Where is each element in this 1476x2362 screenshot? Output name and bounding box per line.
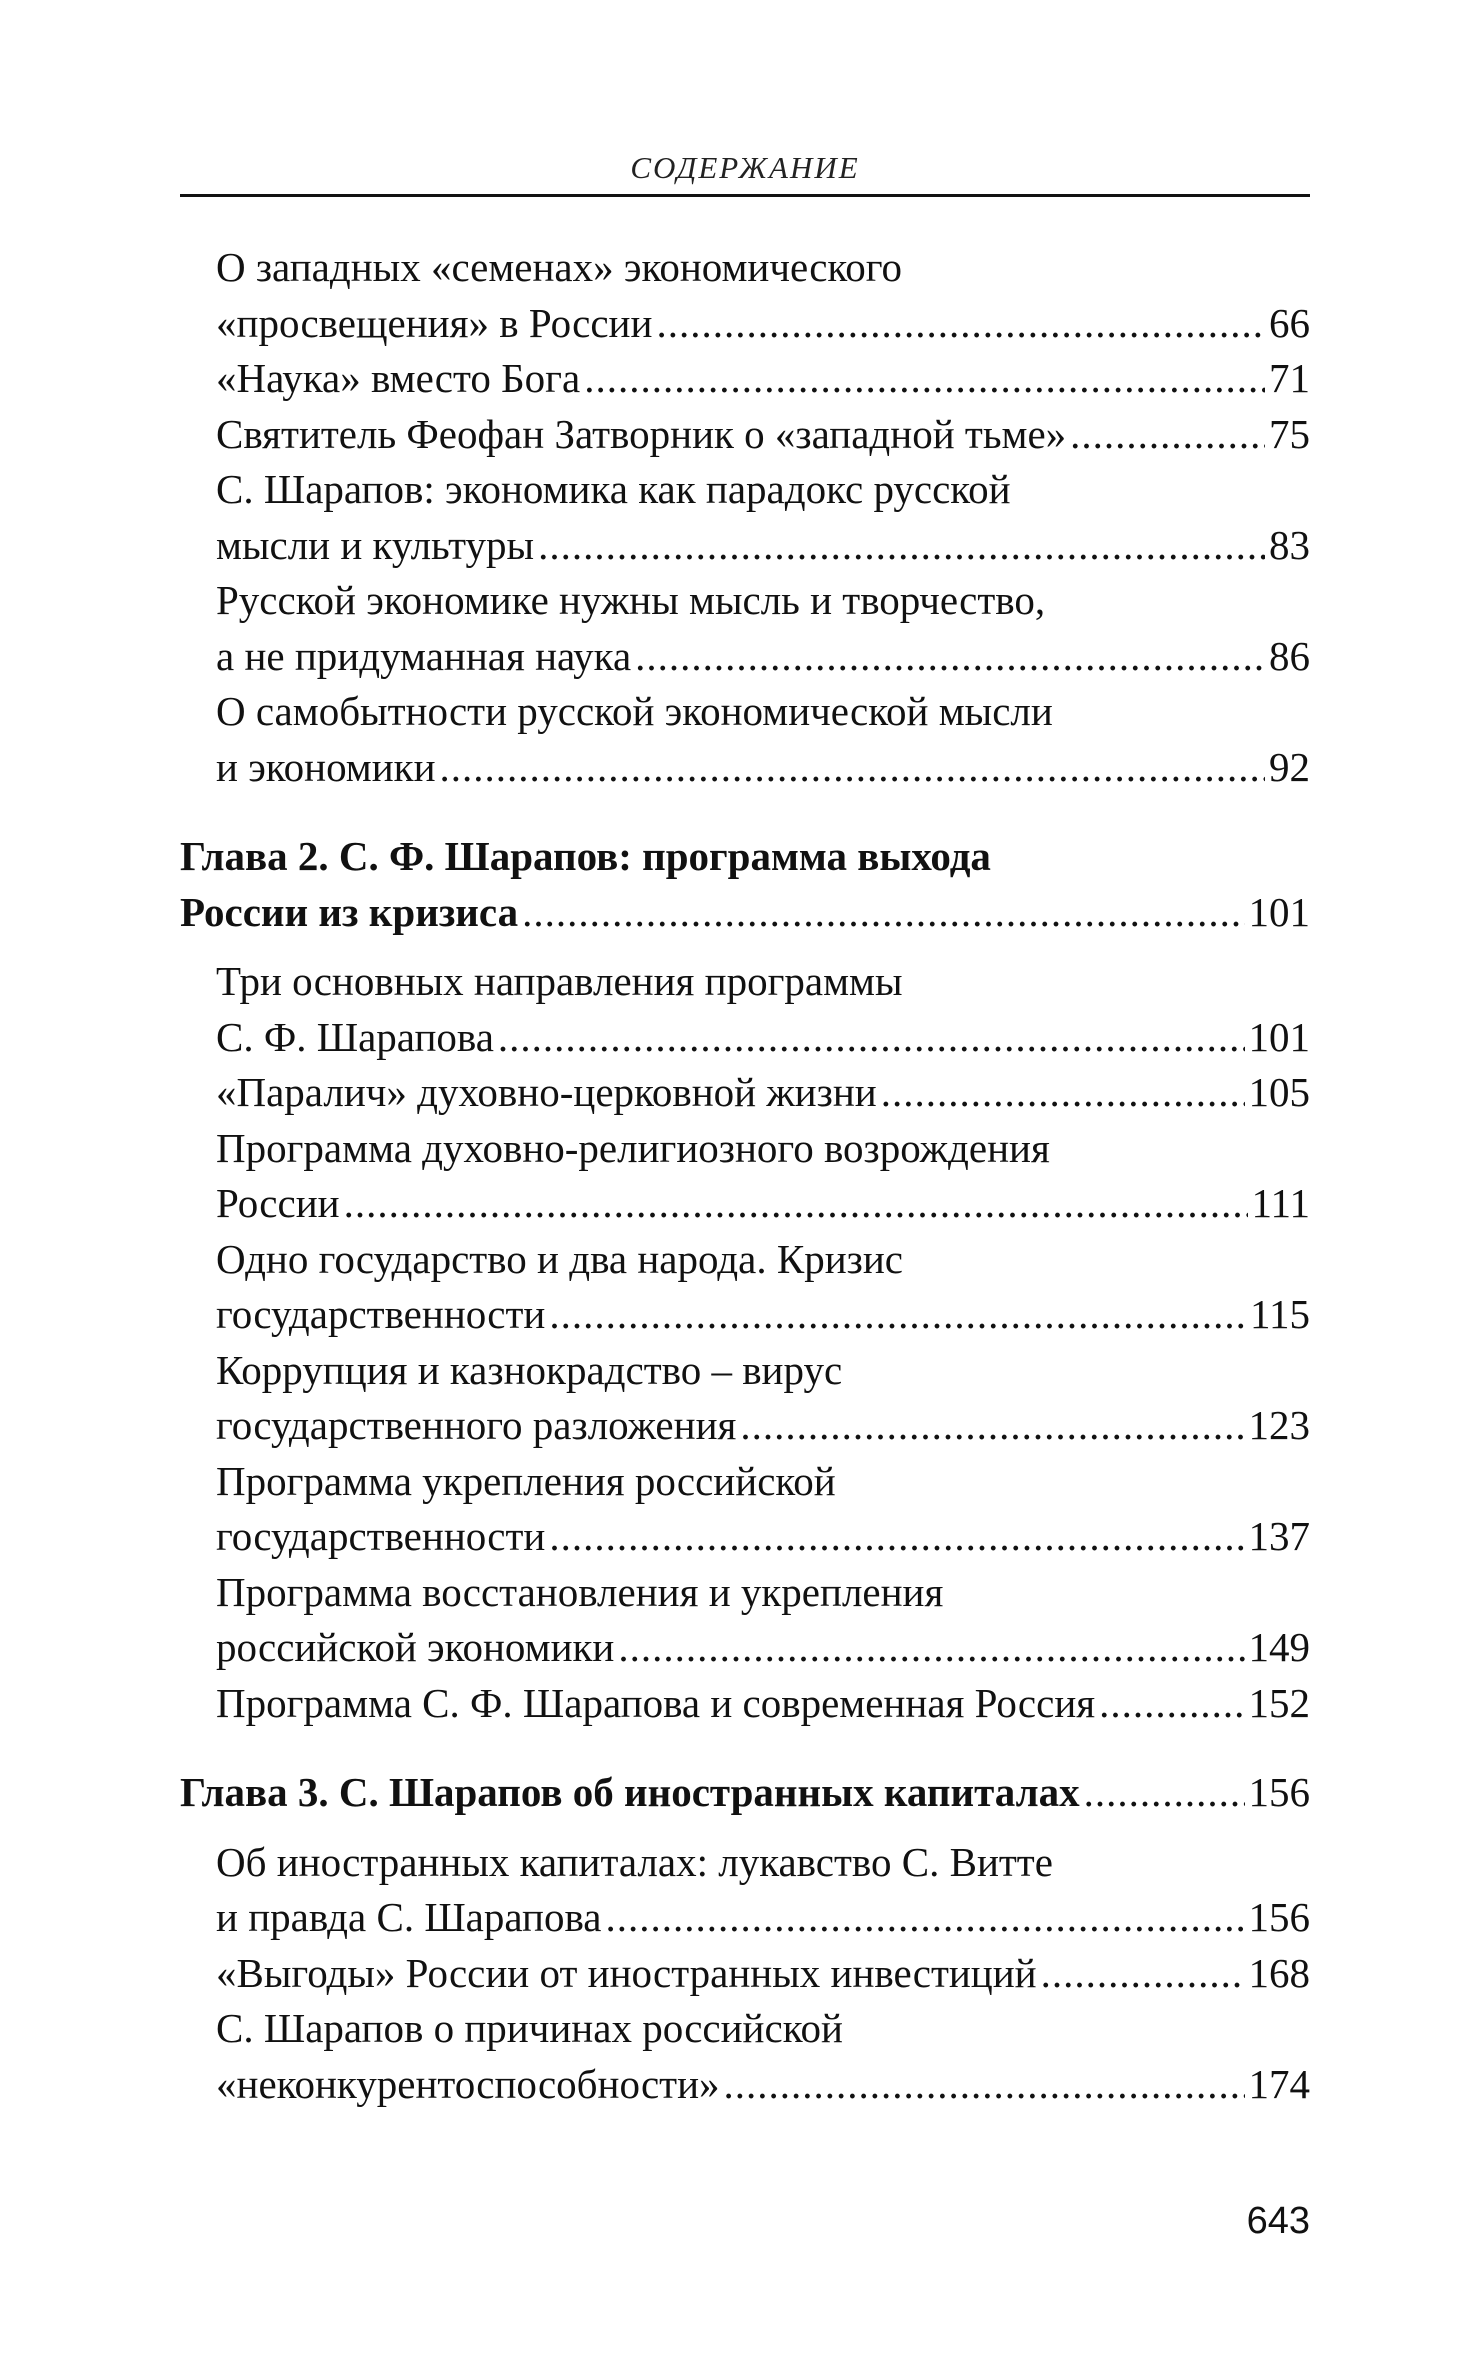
toc-entry-text: и правда С. Шарапова (216, 1894, 602, 1940)
toc-entry-text: Об иностранных капиталах: лукавство С. Витте (216, 1838, 1053, 1885)
toc-entry[interactable] (216, 1121, 1310, 1232)
toc-entry[interactable] (216, 2001, 1310, 2112)
chapter-title: России из кризиса (180, 888, 519, 935)
chapter-title: Глава 3. С. Шарапов об иностранных капиталах (180, 1769, 1080, 1815)
running-header: СОДЕРЖАНИЕ (630, 150, 860, 185)
toc-entry-text: а не придуманная наука (216, 632, 632, 679)
toc-entry-text: «Паралич» духовно-церковной жизни (216, 1069, 877, 1115)
page-number: 156 (1248, 1769, 1310, 1815)
toc-entry-text: «неконкурентоспособности» (216, 2060, 720, 2107)
page-number: 137 (1248, 1513, 1310, 1559)
dot-leader (344, 1176, 1248, 1232)
table-of-contents (180, 240, 1310, 2112)
dot-leader (1099, 1676, 1244, 1732)
page-number: 101 (1248, 888, 1310, 935)
toc-entry[interactable] (216, 462, 1310, 573)
dot-leader (606, 1890, 1245, 1946)
dot-leader (1084, 1765, 1245, 1821)
dot-leader (656, 296, 1265, 352)
toc-entry[interactable] (216, 1676, 1310, 1732)
toc-entry-text: Святитель Феофан Затворник о «западной тьме» (216, 410, 1067, 457)
toc-entry-text: Программа духовно-религиозного возрождения (216, 1124, 1050, 1171)
toc-chapter-3[interactable] (180, 1765, 1310, 1821)
dot-leader (584, 351, 1265, 407)
toc-entry-text: С. Ф. Шарапова (216, 1013, 494, 1060)
header-rule (180, 194, 1310, 197)
toc-entry[interactable] (216, 1232, 1310, 1343)
toc-entry-text: Три основных направления программы (216, 958, 903, 1004)
toc-entry[interactable] (216, 954, 1310, 1065)
toc-entry-text: «Наука» вместо Бога (216, 355, 581, 401)
page-number: 83 (1269, 521, 1310, 568)
page-number: 105 (1248, 1069, 1310, 1115)
toc-entry[interactable] (216, 351, 1310, 407)
toc-entry-text: О самобытности русской экономической мысли (216, 688, 1053, 734)
toc-entry-text: государственности (216, 1513, 546, 1559)
toc-entry-text: С. Шарапов: экономика как парадокс русской (216, 466, 1011, 512)
page-number: 174 (1248, 2060, 1310, 2107)
toc-entry-text: Программа восстановления и укрепления (216, 1568, 944, 1615)
toc-entry[interactable] (216, 1946, 1310, 2002)
dot-leader (498, 1010, 1245, 1066)
dot-leader (549, 1287, 1246, 1343)
toc-entry-text: российской экономики (216, 1624, 615, 1670)
toc-entry[interactable] (216, 1835, 1310, 1946)
toc-entry[interactable] (216, 407, 1310, 463)
dot-leader (881, 1065, 1245, 1121)
page-number: 115 (1250, 1291, 1310, 1337)
toc-entry-text: О западных «семенах» экономического (216, 244, 903, 290)
toc-entry-text: «Выгоды» России от иностранных инвестиций (216, 1949, 1037, 1996)
page-number: 149 (1248, 1624, 1310, 1670)
page-number: 71 (1269, 355, 1310, 401)
dot-leader (522, 885, 1244, 941)
chapter-title: Глава 2. С. Ф. Шарапов: программа выхода (180, 833, 991, 879)
page-number: 101 (1248, 1013, 1310, 1060)
page-number: 66 (1269, 299, 1310, 346)
dot-leader (635, 629, 1265, 685)
toc-entry[interactable] (216, 684, 1310, 795)
dot-leader (740, 1398, 1244, 1454)
page-number: 168 (1248, 1949, 1310, 1996)
dot-leader (538, 518, 1265, 574)
page-number: 92 (1269, 743, 1310, 790)
page-folio: 643 (1246, 2200, 1310, 2242)
toc-entry-text: государственности (216, 1291, 546, 1337)
page-number: 111 (1251, 1180, 1310, 1226)
dot-leader (1041, 1946, 1245, 2002)
dot-leader (618, 1620, 1244, 1676)
dot-leader (724, 2057, 1245, 2113)
toc-entry[interactable] (216, 1565, 1310, 1676)
toc-entry[interactable] (216, 1343, 1310, 1454)
toc-entry-text: и экономики (216, 743, 436, 790)
dot-leader (440, 740, 1265, 796)
toc-entry-text: России (216, 1180, 340, 1226)
page-number: 75 (1269, 410, 1310, 457)
toc-entry[interactable] (216, 240, 1310, 351)
page-number: 123 (1248, 1402, 1310, 1448)
page-number: 152 (1248, 1679, 1310, 1726)
page-number: 156 (1248, 1894, 1310, 1940)
dot-leader (549, 1509, 1244, 1565)
toc-entry-text: Коррупция и казнокрадство – вирус (216, 1346, 843, 1393)
toc-entry-text: Одно государство и два народа. Кризис (216, 1235, 903, 1282)
toc-entry[interactable] (216, 1454, 1310, 1565)
toc-entry-text: С. Шарапов о причинах российской (216, 2005, 843, 2051)
toc-entry-text: «просвещения» в России (216, 299, 653, 346)
toc-entry-text: Русской экономике нужны мысль и творчество, (216, 577, 1046, 623)
toc-entry-text: государственного разложения (216, 1402, 737, 1448)
toc-entry[interactable] (216, 1065, 1310, 1121)
toc-entry-text: мысли и культуры (216, 521, 535, 568)
page-number: 86 (1269, 632, 1310, 679)
dot-leader (1070, 407, 1265, 463)
toc-entry-text: Программа С. Ф. Шарапова и современная Россия (216, 1679, 1096, 1726)
toc-chapter-2[interactable] (180, 829, 1310, 940)
toc-entry[interactable] (216, 573, 1310, 684)
toc-entry-text: Программа укрепления российской (216, 1457, 836, 1504)
